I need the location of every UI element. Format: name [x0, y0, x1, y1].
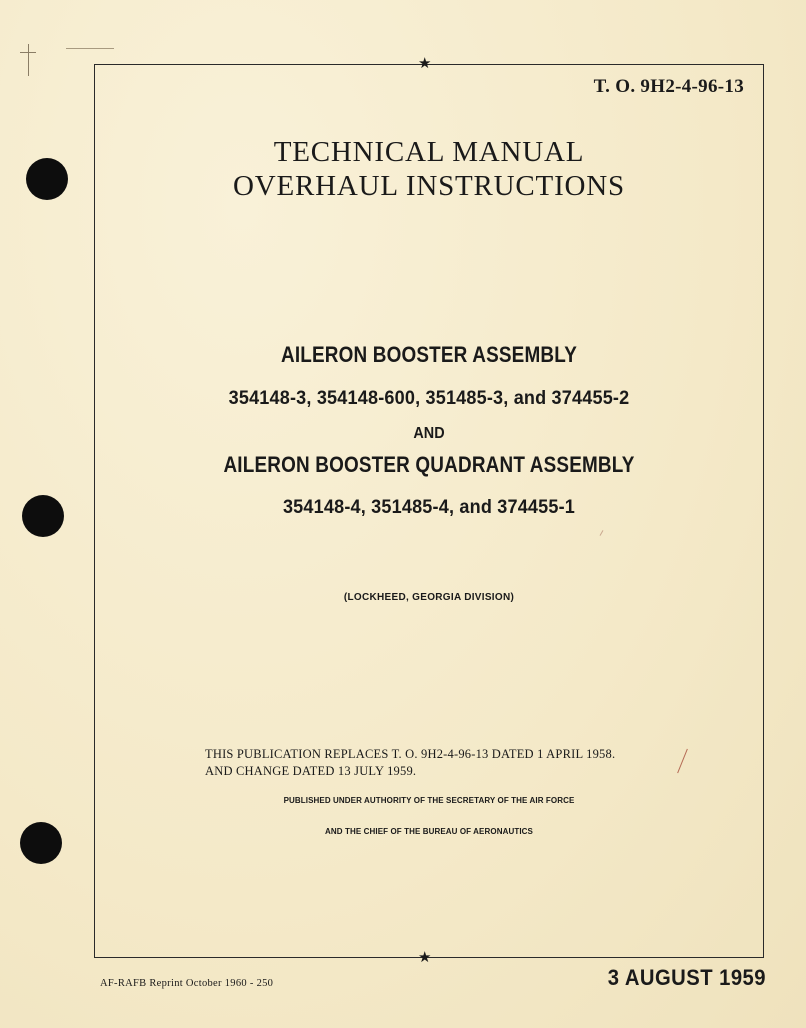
- binder-hole: [22, 495, 64, 537]
- division-label: (LOCKHEED, GEORGIA DIVISION): [343, 592, 515, 603]
- supersedes-notice: [205, 746, 685, 780]
- supersedes-line: THIS PUBLICATION REPLACES T. O. 9H2-4-96-13 DATED 1 APRIL 1958.: [205, 747, 616, 761]
- assembly-heading: AILERON BOOSTER ASSEMBLY: [280, 342, 578, 367]
- pencil-mark: [66, 48, 114, 49]
- authority-line: PUBLISHED UNDER AUTHORITY OF THE SECRETARY OF THE AIR FORCE: [283, 796, 575, 805]
- to-number: T. O. 9H2-4-96-13: [593, 76, 744, 97]
- page-subtitle: OVERHAUL INSTRUCTIONS: [233, 170, 625, 202]
- assembly-heading: AILERON BOOSTER QUADRANT ASSEMBLY: [223, 452, 635, 477]
- star-icon: ★: [418, 56, 432, 72]
- part-numbers: 354148-3, 354148-600, 351485-3, and 374455-2: [228, 388, 630, 409]
- reprint-note: AF-RAFB Reprint October 1960 - 250: [100, 978, 274, 989]
- page-title: TECHNICAL MANUAL: [273, 136, 585, 168]
- publication-date: 3 AUGUST 1959: [607, 965, 766, 990]
- supersedes-line: AND CHANGE DATED 13 JULY 1959.: [205, 764, 417, 778]
- pencil-mark: [20, 52, 36, 53]
- authority-line: AND THE CHIEF OF THE BUREAU OF AERONAUTICS: [325, 827, 533, 836]
- binder-hole: [20, 822, 62, 864]
- pencil-mark: [28, 44, 29, 76]
- part-numbers: 354148-4, 351485-4, and 374455-1: [282, 497, 576, 518]
- star-icon: ★: [418, 950, 432, 966]
- conjunction: AND: [413, 425, 445, 442]
- binder-hole: [26, 158, 68, 200]
